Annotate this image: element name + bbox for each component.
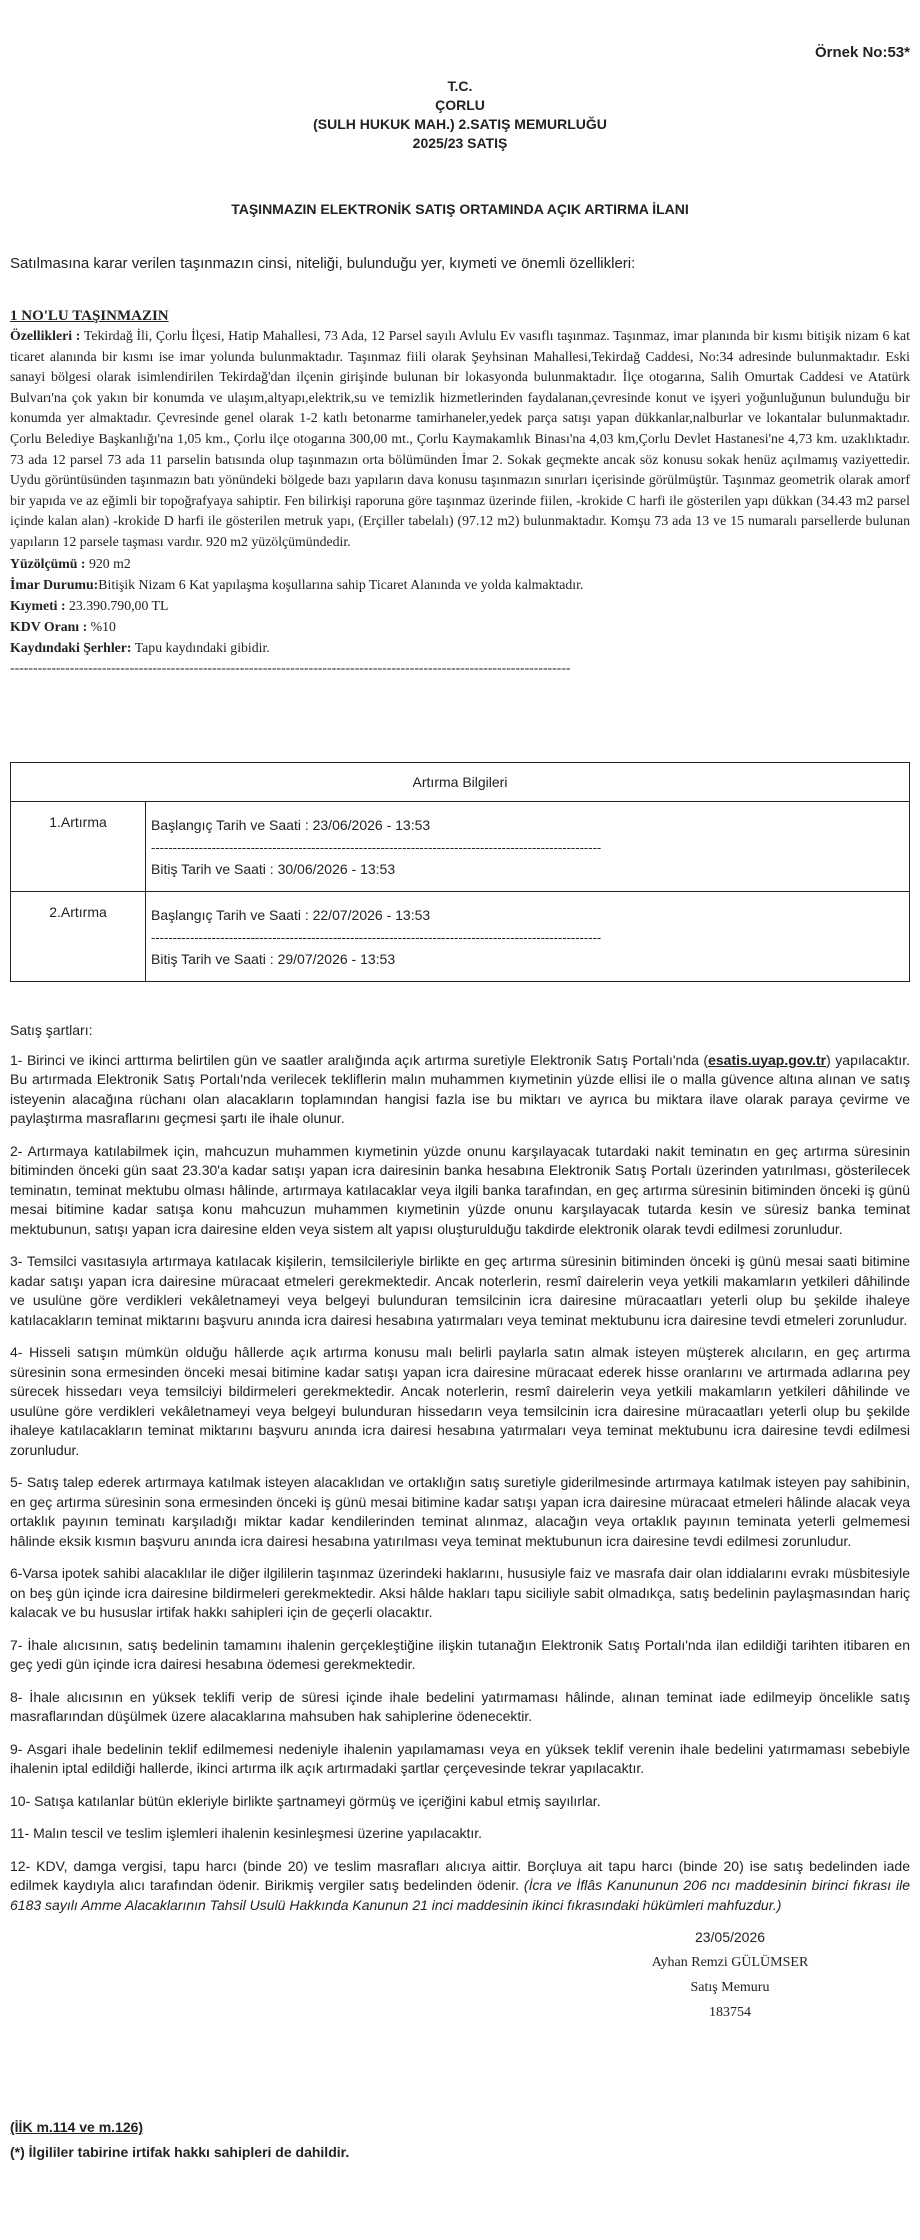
esatis-link[interactable]: esatis.uyap.gov.tr — [708, 1051, 827, 1068]
condition-7: 7- İhale alıcısının, satış bedelinin tamamını ihalenin gerçekleştiğine ilişkin tutanağın Elektronik Satış Portalı'nda ilan edildiği tarihten itibaren en geç yedi gün içinde icra dairesi hesabına ödemesi gerekmektedir. — [10, 1636, 910, 1673]
example-number: Örnek No:53* — [814, 44, 910, 61]
header-line-city: ÇORLU — [435, 97, 485, 113]
footer-note: (*) İlgililer tabirine irtifak hakkı sahipleri de dahildir. — [10, 2144, 350, 2161]
registry-value: Tapu kaydındaki gibidir. — [131, 639, 270, 655]
value-line — [10, 595, 910, 616]
auction-table-header-row — [11, 762, 910, 801]
vat-line — [10, 616, 910, 637]
auction-table — [10, 762, 910, 982]
conditions-title: Satış şartları: — [10, 1021, 93, 1038]
condition-2: 2- Artırmaya katılabilmek için, mahcuzun muhammen kıymetinin yüzde onunu karşılayacak tutardaki nakit teminatın en geç artırma süresinin bitiminden önceki gün saat 23.30'a kadar satışı yapan icra dairesinin banka hesabına Elektronik Satış Portalı üzerinden yatırılması, gösterilecek teminatın, teminat mektubu olması hâlinde, artırmaya katılacaklar veya ilgili banka tarafından, en geç artırma süresinin bitiminden önceki iş günü mesai bitimine kadar satışa konu mahcuzun muhammen kıymetinin yüzde onunu karşılayacak tutarda kesin ve süresiz banka teminat mektubunun, satışı yapan icra dairesine elden veya sistem alt yapısı oluşturulduğu takdirde elektronik olarak tevdi edilmesi zorunludur. — [10, 1142, 910, 1237]
footer — [10, 2115, 910, 2165]
condition-1 — [10, 1051, 910, 1129]
condition-6: 6-Varsa ipotek sahibi alacaklılar ile diğer ilgililerin taşınmaz üzerindeki haklarını, hususiyle faiz ve masrafa dair olan iddialarını evrakı müsbitesiyle on beş gün içinde icra dairesine bildirmeleri gerekmektedir. Aksi hâlde hakları tapu siciliyle sabit olmadıkça, satış bedelinin paylaşmasından hariç kalacak ve bu hususlar irtifak hakkı sahipleri için de geçerli olacaktır. — [10, 1565, 910, 1621]
auction-label-1: 1.Artırma — [11, 801, 146, 891]
area-value: 920 m2 — [85, 555, 131, 571]
condition-10: 10- Satışa katılanlar bütün ekleriyle birlikte şartnameyi görmüş ve içeriğini kabul etmiş sayılırlar. — [10, 1792, 601, 1809]
features-text: Tekirdağ İli, Çorlu İlçesi, Hatip Mahallesi, 73 Ada, 12 Parsel sayılı Avlulu Ev vasıflı taşınmaz. Taşınmaz, imar planında bir kısmı bitişik nizam 6 kat ticaret alanında bir kısmı ise imar yolunda bulunmaktadır. Taşınmaz fiili olarak Şeyhsinan Mahallesi,Tekirdağ Caddesi, No:34 adresinde bulunmaktadır. Eski sanayi bölgesi olarak isimlendirilen Tekirdağ'dan ilçenin girişinde bulunan bir lokasyonda bulunmaktadır. İlçe otogarına, Salih Omurtak Caddesi ve Atatürk Bulvarı'na çok yakın bir konumda ve ulaşım,altyapı,elektrik,su ve temizlik hizmetlerinden faydalanan,çevresinde konut ve işyeri yoğunluğunun bulunduğu bir konumda yer almaktadır. Çevresinde genel olarak 1-2 katlı betonarme tamirhaneler,yedek parça satışı yapan dükkanlar,nalburlar ve lokantalar bulunmaktadır. Çorlu Belediye Başkanlığı'na 1,05 km., Çorlu ilçe otogarına 300,00 mt., Çorlu Kaymakamlık Binası'na 4,03 km,Çorlu Devlet Hastanesi'ne 4,73 km. uzaklıktadır. 73 ada 12 parsel 73 ada 11 parselin batısında olup taşınmazın orta bölümünden İmar 2. Sokak geçmekte ancak söz konusu sokak henüz açılmamış vaziyettedir. Uydu görüntüsünden taşınmazın batı yönündeki bölgede bazı yapıların dava konusu taşınmazın sınırları içerisinde görülmüştür. Taşınmaz geometrik olarak amorf bir yapıda ve az eğimli bir topoğrafyaya sahiptir. Fen bilirkişi raporuna göre taşınmaz üzerinde fiilen, -krokide C harfi ile gösterilen yapı dükkan (34.43 m2 parsel içinde kalan alan) -krokide D harfi ile gösterilen metruk yapı, (Erçiller tabelalı) (97.12 m2) bulunmaktadır. Komşu 73 ada 13 ve 15 numaralı parsellerde bulunan yapıların 12 parsele taşması vardır. 920 m2 yüzölçümündedir. — [10, 328, 910, 549]
announcement-title: TAŞINMAZIN ELEKTRONİK SATIŞ ORTAMINDA AÇIK ARTIRMA İLANI — [231, 201, 689, 217]
header-line-office: (SULH HUKUK MAH.) 2.SATIŞ MEMURLUĞU — [313, 116, 607, 132]
value-amount: 23.390.790,00 TL — [65, 597, 169, 613]
auction-row-2 — [11, 891, 910, 981]
signature-name: Ayhan Remzi GÜLÜMSER — [651, 1955, 809, 1971]
law-reference — [10, 2115, 910, 2140]
office-header — [10, 77, 910, 153]
signature-block — [580, 1925, 880, 2025]
condition-12-text: 12- KDV, damga vergisi, tapu harcı (binde 20) ve teslim masrafları alıcıya aittir. Borçluya ait tapu harcı (binde 20) ise satış bedelinden iade edilmek kaydıyla alıcı tarafından ödenir. Birikmiş vergiler satış bedelinden ödenir. — [10, 1857, 910, 1894]
zoning-line — [10, 574, 910, 595]
header-line-tc: T.C. — [447, 78, 473, 94]
auction-table-header: Artırma Bilgileri — [11, 762, 910, 801]
signature-id: 183754 — [709, 2005, 751, 2021]
property-heading: 1 NO'LU TAŞINMAZIN — [10, 308, 169, 324]
area-line — [10, 553, 910, 574]
auction-separator-2: -------------------------------------------------------------------------------------------------------- — [151, 930, 602, 945]
auction-row-1 — [11, 801, 910, 891]
auction-end-1: Bitiş Tarih ve Saati : 30/06/2026 - 13:53 — [151, 860, 396, 877]
features-label: Özellikleri : — [10, 328, 81, 343]
condition-9: 9- Asgari ihale bedelinin teklif edilmemesi nedeniyle ihalenin yapılamaması veya en yüksek teklif verenin ihale bedelini yatırmaması sebebiyle ihalenin iptal edildiği hallerde, ikinci artırma ilk açık artırmadaki şartlar çerçevesinde tekrar yapılacaktır. — [10, 1740, 910, 1777]
condition-8: 8- İhale alıcısının en yüksek teklifi verip de süresi içinde ihale bedelini yatırmaması hâlinde, alınan teminat iade edilmeyip öncelikle satış masraflarından düşülmek üzere alacaklarına mahsuben hak sahiplerine ödenecektir. — [10, 1688, 910, 1725]
intro-text: Satılmasına karar verilen taşınmazın cinsi, niteliği, bulunduğu yer, kıymeti ve önemli özellikleri: — [10, 255, 636, 272]
signature-role: Satış Memuru — [690, 1980, 770, 1996]
auction-start-1: Başlangıç Tarih ve Saati : 23/06/2026 - 13:53 — [151, 816, 431, 833]
condition-1-text-cont: ) yapılacaktır. Bu artırmada Elektronik Satış Portalı'nda verilecek tekliflerin malın muhammen kıymetinin yüzde ellisi ile o malla güvence altına alınan ve satış isteyenin alacağına rüchanı olan alacakların toplamından hangisi fazla ise bu miktarı ve ayrıca bu miktara ilave olarak paraya çevirme ve paylaştırma masraflarını geçmesi şartı ile ihale olunur. — [10, 1051, 910, 1127]
auction-separator-1: -------------------------------------------------------------------------------------------------------- — [151, 840, 602, 855]
auction-end-2: Bitiş Tarih ve Saati : 29/07/2026 - 13:53 — [151, 950, 396, 967]
signature-date: 23/05/2026 — [694, 1929, 766, 1946]
auction-start-2: Başlangıç Tarih ve Saati : 22/07/2026 - 13:53 — [151, 906, 431, 923]
area-label: Yüzölçümü : — [10, 555, 86, 571]
zoning-label: İmar Durumu: — [10, 576, 99, 592]
auction-dates-1 — [146, 801, 910, 891]
condition-12-italic: (İcra ve İflâs Kanununun 206 ncı maddesinin birinci fıkrası ile 6183 sayılı Amme Alacaklarının Tahsil Usulü Hakkında Kanunun 21 inci maddesinin ikinci fıkrasındaki hükümleri mahfuzdur.) — [10, 1877, 910, 1913]
auction-label-2: 2.Artırma — [11, 891, 146, 981]
header-line-file: 2025/23 SATIŞ — [412, 135, 508, 151]
auction-dates-2 — [146, 891, 910, 981]
value-label: Kıymeti : — [10, 597, 66, 613]
vat-value: %10 — [87, 618, 116, 634]
condition-11: 11- Malın tescil ve teslim işlemleri ihalenin kesinleşmesi üzerine yapılacaktır. — [10, 1825, 483, 1842]
law-reference-text: (İİK m.114 ve m.126) — [10, 2119, 144, 2136]
condition-5: 5- Satış talep ederek artırmaya katılmak isteyen alacaklıdan ve ortaklığın satış suretiyle giderilmesinde artırmaya katılmak isteyen pay sahibinin, en geç artırma süresinin sona ermesinden önceki iş günü mesai bitimine kadar satışı yapan icra dairesine müracaat etmeleri hâlinde alacak veya ortaklık payının teminatı karşıladığı miktar kadar kendilerinden teminat alınmaz, alacağın veya ortaklık payının teminata yeterli gelmemesi hâlinde eksik kısmın başvuru anında icra dairesi hesabına yatırılması veya teminat mektubunun icra dairesine tevdi edilmesi zorunludur. — [10, 1474, 910, 1549]
property-separator: -------------------------------------------------------------------------------------------------------------------------- — [10, 659, 571, 675]
property-features — [10, 326, 910, 553]
registry-line — [10, 637, 910, 658]
condition-3: 3- Temsilci vasıtasıyla artırmaya katılacak kişilerin, temsilcileriyle birlikte en geç artırma süresinin bitiminden önceki iş günü mesai saati bitimine kadar satışı yapan icra dairesine müracaat etmeleri gerekmektedir. Ancak noterlerin, resmî dairelerin veya yetkili makamların yetkileri dâhilinde ve usulüne göre verdikleri vekâletnameyi veya belgeyi bulunduran temsilcinin icra dairesine müracaatları yeterli olup bu şekilde ihaleye katılacakların teminat miktarını başvuru anında icra dairesi hesabına yatırmaları veya teminat mektubunu icra dairesine tevdi etmeleri zorunludur. — [10, 1253, 910, 1328]
registry-label: Kaydındaki Şerhler: — [10, 639, 132, 655]
condition-1-text: 1- Birinci ve ikinci arttırma belirtilen gün ve saatler aralığında açık artırma suretiyle Elektronik Satış Portalı'nda ( — [10, 1051, 709, 1068]
condition-4: 4- Hisseli satışın mümkün olduğu hâllerde açık artırma konusu malı belirli paylarla satın almak isteyen müşterek alıcıların, en geç artırma süresinin sona ermesinden önceki mesai bitimine kadar satışı yapan icra dairesine müracaat ederek hisse oranlarını ve artırmada adlarına pey sürecek hissedarı veya temsilciyi bildirmeleri gerekmektedir. Ancak noterlerin, resmî dairelerin veya yetkili makamların yetkileri dâhilinde ve usulüne göre verdikleri vekâletnameyi veya belgeyi bulunduran hissedarın veya temsilcinin icra dairesine müracaatları yeterli olup bu şekilde ihaleye katılacakların teminat miktarını başvuru anında icra dairesi hesabına yatırmaları veya teminat mektubunu icra dairesine tevdi edilmesi zorunludur. — [10, 1344, 910, 1458]
condition-12 — [10, 1857, 910, 1916]
zoning-value: Bitişik Nizam 6 Kat yapılaşma koşullarına sahip Ticaret Alanında ve yolda kalmaktadır. — [98, 576, 584, 592]
vat-label: KDV Oranı : — [10, 618, 88, 634]
